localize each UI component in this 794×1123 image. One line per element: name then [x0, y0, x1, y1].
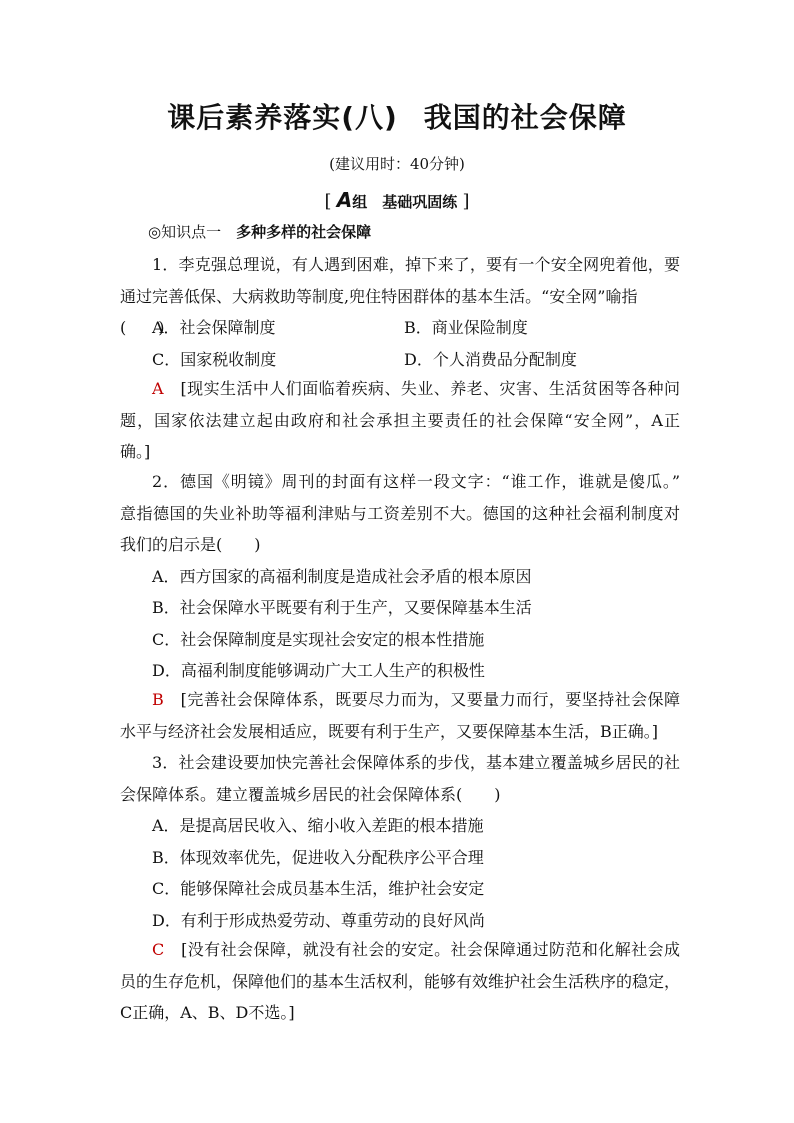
explanation-line: 水平与经济社会发展相适应，既要有利于生产，又要保障基本生活，B正确。] [120, 721, 659, 741]
explanation-line: 题，国家依法建立起由政府和社会承担主要责任的社会保障“安全网”，A正 [120, 410, 680, 430]
knowledge-point-topic: 多种多样的社会保障 [236, 223, 372, 241]
question-1-stem-line: 1．李克强总理说，有人遇到困难，掉下来了，要有一个安全网兜着他，要 [152, 255, 680, 274]
explanation-line: C正确，A、B、D不选。] [120, 1003, 295, 1022]
question-2-stem-line: 意指德国的失业补助等福利津贴与工资差别不大。德国的这种社会福利制度对 [120, 503, 680, 523]
question-1-option-b: B．商业保险制度 [404, 318, 528, 337]
title-series: 课后素养落实(八) [167, 101, 398, 134]
answer-letter: B [152, 690, 164, 709]
question-3-option-b: B．体现效率优先，促进收入分配秩序公平合理 [152, 848, 484, 867]
group-letter: A [336, 188, 353, 212]
time-note: (建议用时：40分钟) [329, 155, 465, 173]
bracket-open: [ [324, 191, 332, 212]
question-3-option-a: A．是提高居民收入、缩小收入差距的根本措施 [152, 816, 484, 835]
question-1-explanation [120, 373, 680, 468]
question-2-option-d: D．高福利制度能够调动广大工人生产的积极性 [152, 661, 485, 680]
knowledge-point-label: 知识点一 [161, 223, 222, 241]
bracket-close: ] [462, 191, 470, 212]
question-1-option-d: D．个人消费品分配制度 [404, 350, 577, 369]
question-2-option-a: A．西方国家的高福利制度是造成社会矛盾的根本原因 [152, 567, 532, 586]
question-3-stem-line: 3．社会建设要加快完善社会保障体系的步伐，基本建立覆盖城乡居民的社 [152, 753, 680, 772]
explanation-line: [没有社会保障，就没有社会的安定。社会保障通过防范和化解社会成 [181, 940, 680, 959]
explanation-line: [现实生活中人们面临着疾病、失业、养老、灾害、生活贫困等各种问 [180, 379, 680, 398]
question-1-stem-line: 通过完善低保、大病救助等制度,兜住特困群体的基本生活。“安全网”喻指( ) [120, 286, 638, 337]
question-3-explanation [120, 934, 680, 1029]
question-3-option-c: C．能够保障社会成员基本生活，维护社会安定 [152, 879, 485, 898]
explanation-line: 确。] [120, 442, 151, 461]
question-3-stem-line: 会保障体系。建立覆盖城乡居民的社会保障体系( ) [120, 784, 501, 804]
question-2-option-b: B．社会保障水平既要有利于生产，又要保障基本生活 [152, 598, 532, 617]
question-2-option-c: C．社会保障制度是实现社会安定的根本性措施 [152, 630, 485, 649]
group-label: 组 基础巩固练 [352, 193, 458, 211]
page-title [0, 96, 794, 136]
question-3-option-d: D．有利于形成热爱劳动、尊重劳动的良好风尚 [152, 911, 485, 930]
question-3-stem [120, 747, 680, 810]
title-topic: 我国的社会保障 [423, 101, 627, 134]
explanation-line: [完善社会保障体系，既要尽力而为，又要量力而行，要坚持社会保障 [180, 690, 680, 709]
knowledge-point [148, 221, 371, 242]
answer-letter: A [152, 379, 164, 398]
question-2-stem-line: 我们的启示是( ) [120, 535, 261, 554]
question-1-option-c: C．国家税收制度 [152, 350, 277, 369]
question-1-option-a: A．社会保障制度 [152, 318, 276, 337]
bullseye-icon: ◎ [148, 223, 162, 241]
group-heading [0, 188, 794, 212]
question-2-explanation [120, 684, 680, 747]
question-2-stem-line: 2．德国《明镜》周刊的封面有这样一段文字：“谁工作，谁就是傻瓜。” [152, 472, 680, 491]
answer-letter: C [152, 940, 165, 959]
question-2-stem [120, 466, 680, 561]
explanation-line: 员的生存危机，保障他们的基本生活权利，能够有效维护社会生活秩序的稳定， [120, 971, 681, 991]
